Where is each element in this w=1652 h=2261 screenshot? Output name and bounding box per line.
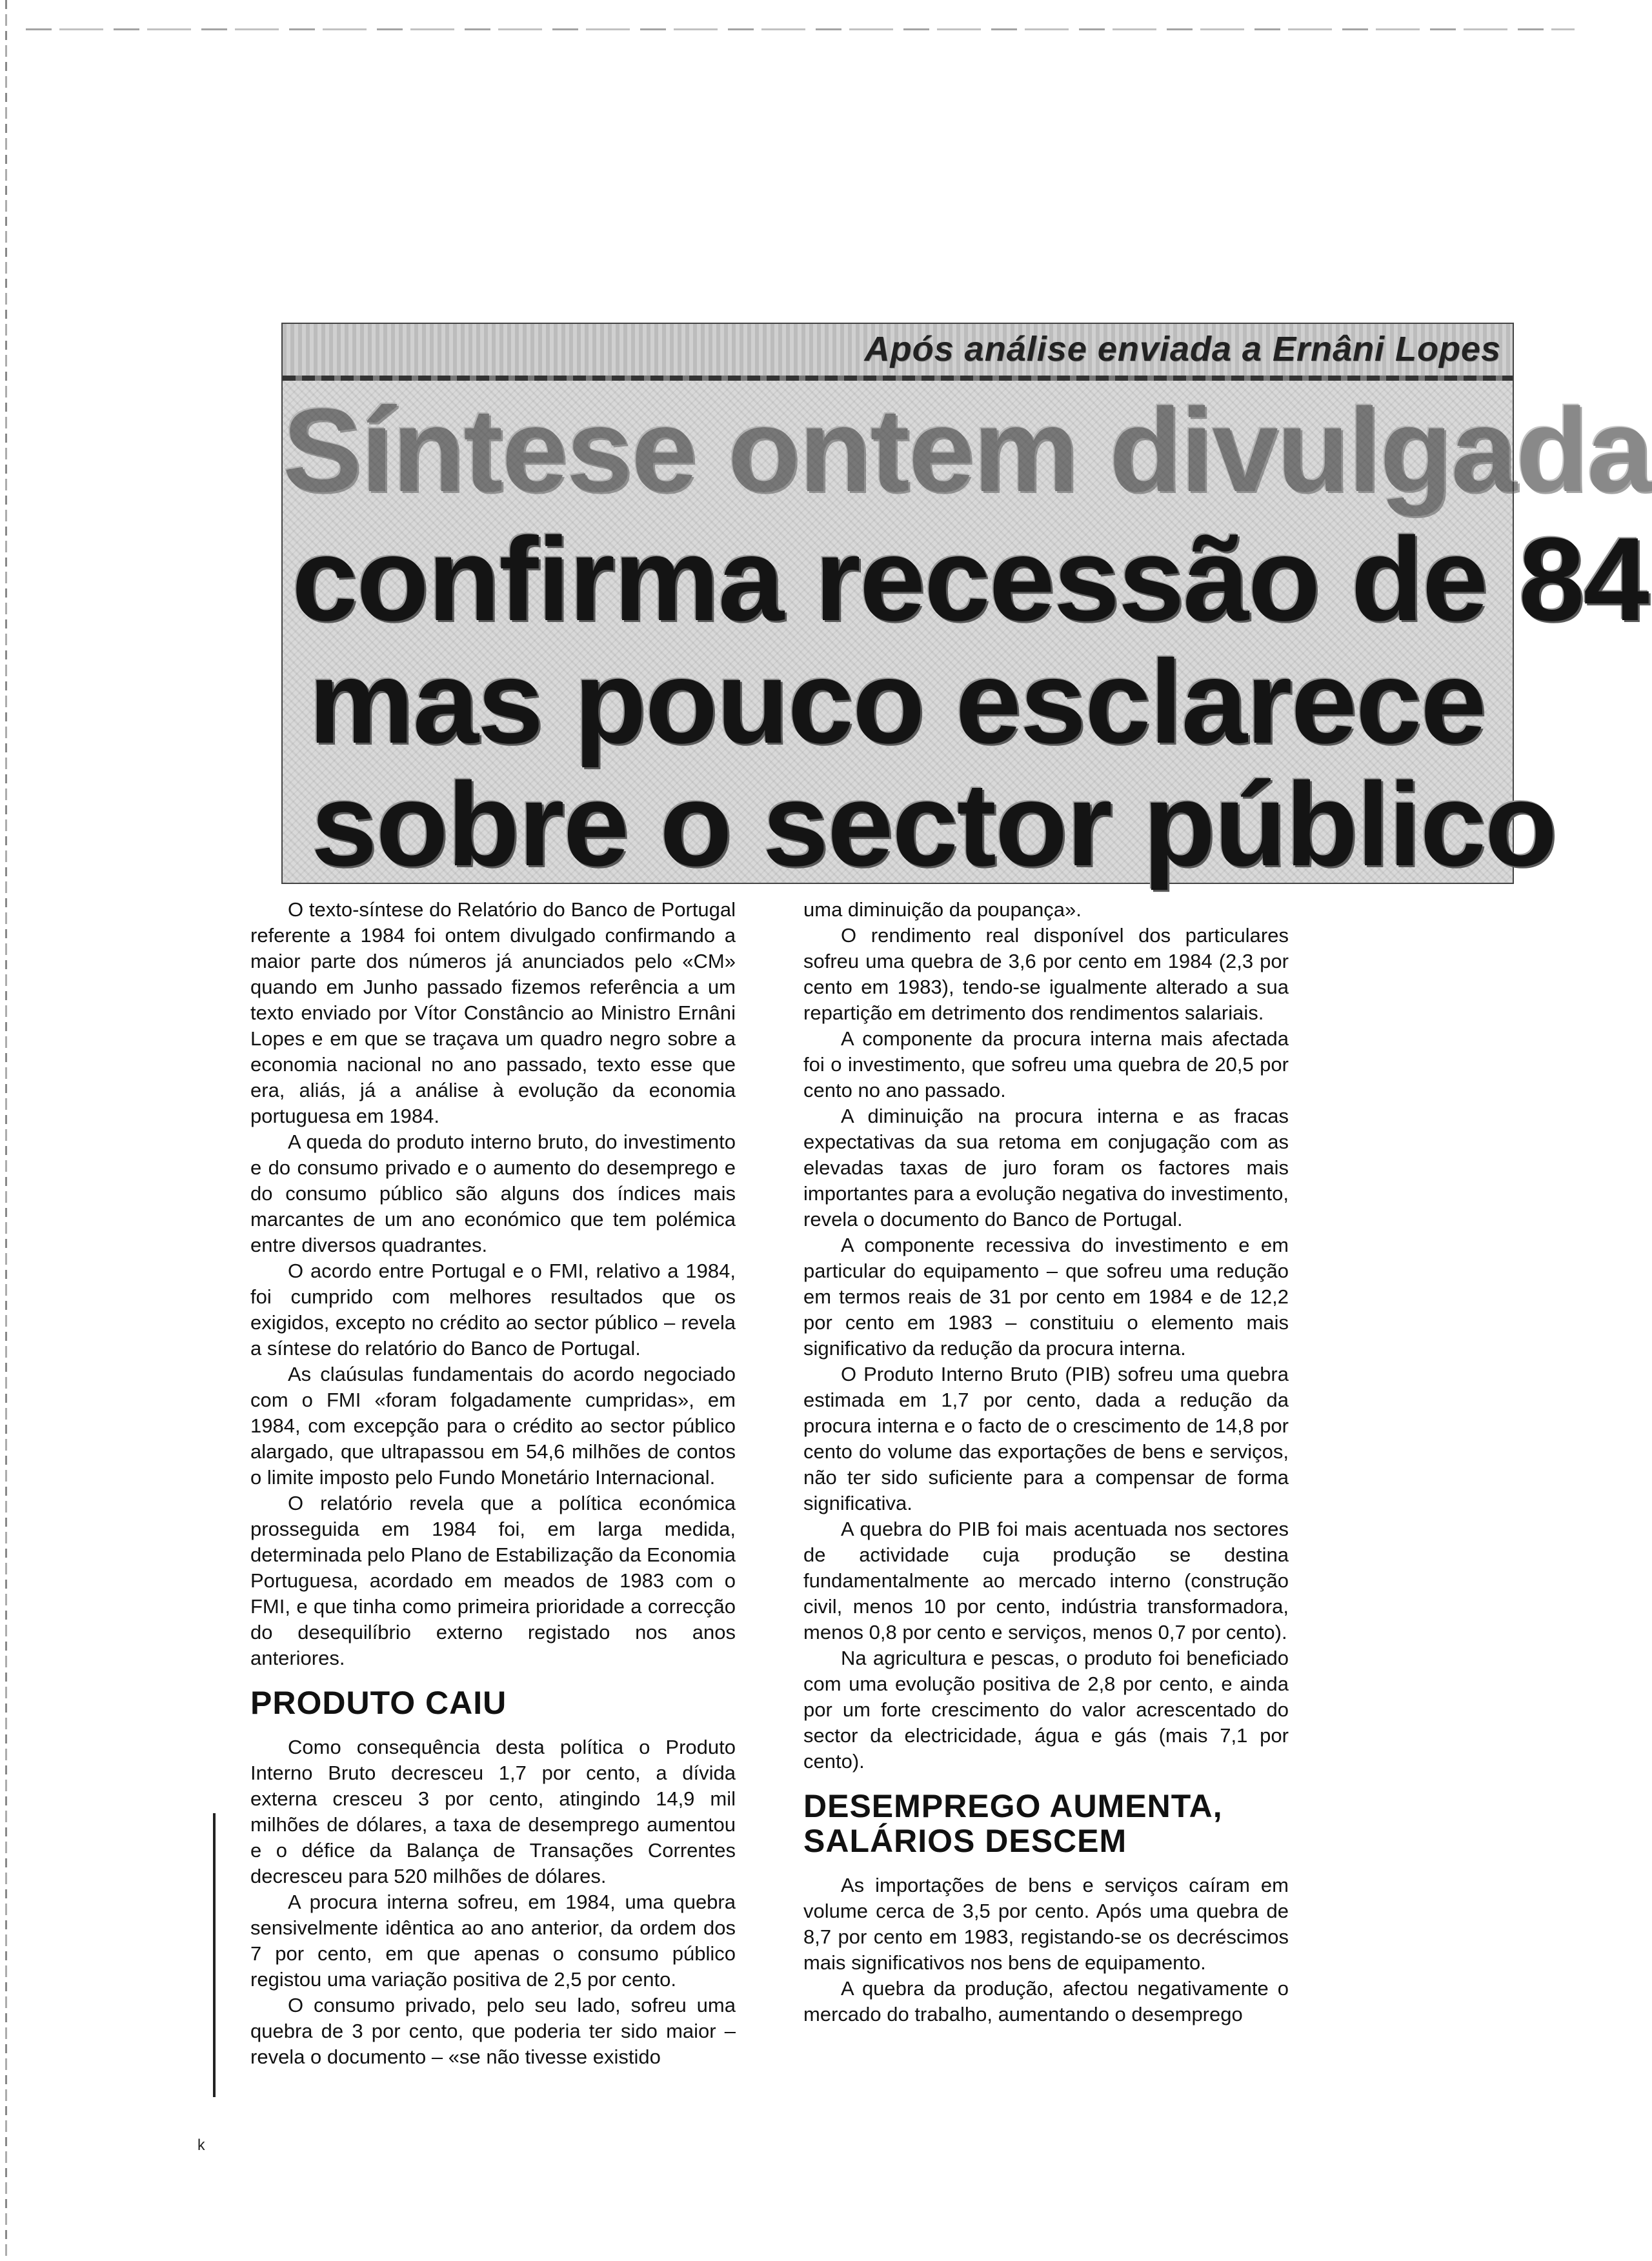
paragraph: A diminuição na procura interna e as fracas expectativas da sua retoma em conjugação com as elevadas taxas de juro foram os factores mais importantes para a evolução negativa do investimento, revela o documento do Banco de Portugal. bbox=[803, 1105, 1289, 1231]
corner-mark: ᵏ bbox=[197, 2136, 205, 2160]
margin-rule bbox=[213, 1813, 216, 2097]
paragraph: A procura interna sofreu, em 1984, uma quebra sensivelmente idêntica ao ano anterior, da ordem dos 7 por cento, em que apenas o consumo público registou uma variação positiva de 2,5 por cento. bbox=[250, 1891, 736, 1991]
paragraph: A queda do produto interno bruto, do investimento e do consumo privado e o aumento do desemprego e do consumo público são alguns dos índices mais marcantes de um ano económico que tem polémica entre diversos quadrantes. bbox=[250, 1130, 736, 1256]
section-heading bbox=[803, 1789, 1289, 1858]
paragraph: O Produto Interno Bruto (PIB) sofreu uma quebra estimada em 1,7 por cento, dada a redução da procura interna e o facto de o crescimento de 14,8 por cento do volume das exportações de bens e serviços, não ter sido suficiente para a compensar de forma significativa. bbox=[803, 1363, 1289, 1514]
headline-block bbox=[281, 323, 1652, 890]
paragraph: O relatório revela que a política económica prosseguida em 1984 foi, em larga medida, determinada pelo Plano de Estabilização da Economia Portuguesa, acordado em meados de 1983 com o FMI, e que tinha como primeira prioridade a correcção do desequilíbrio externo registado nos anos anteriores. bbox=[250, 1492, 736, 1669]
paragraph: A quebra do PIB foi mais acentuada nos sectores de actividade cuja produção se destina fundamentalmente ao mercado interno (construção civil, menos 10 por cento, indústria transformadora, menos 0,8 por cento e serviços, menos 0,7 por cento). bbox=[803, 1518, 1289, 1643]
headline-line-4: sobre o sector público bbox=[311, 758, 1556, 890]
paragraph: As importações de bens e serviços caíram em volume cerca de 3,5 por cento. Após uma quebra de 8,7 por cento em 1983, registando-se os decréscimos mais significativos nos bens de equipamento. bbox=[803, 1874, 1289, 1974]
section-heading-line-2: SALÁRIOS DESCEM bbox=[803, 1823, 1127, 1859]
paragraph: A quebra da produção, afectou negativamente o mercado do trabalho, aumentando o desemprego bbox=[803, 1977, 1289, 2025]
paragraph: Como consequência desta política o Produto Interno Bruto decresceu 1,7 por cento, a dívida externa cresceu 3 por cento, atingindo 14,9 mil milhões de dólares, a taxa de desemprego aumentou e o défice da Balança de Transações Correntes decresceu para 520 milhões de dólares. bbox=[250, 1736, 736, 1887]
article-column-left bbox=[250, 897, 736, 2070]
paragraph: As claúsulas fundamentais do acordo negociado com o FMI «foram folgadamente cumpridas», em 1984, com excepção para o crédito ao sector público alargado, que ultrapassou em 54,6 milhões de contos o limite imposto pelo Fundo Monetário Internacional. bbox=[250, 1363, 736, 1489]
paragraph: O rendimento real disponível dos particulares sofreu uma quebra de 3,6 por cento em 1984 (2,3 por cento em 1983), tendo-se igualmente alterado a sua repartição em detrimento dos rendimentos salariais. bbox=[803, 924, 1289, 1024]
section-heading: PRODUTO CAIU bbox=[250, 1685, 507, 1721]
paragraph: A componente da procura interna mais afectada foi o investimento, que sofreu uma quebra de 20,5 por cento no ano passado. bbox=[803, 1027, 1289, 1101]
kicker-bar bbox=[283, 324, 1513, 376]
headline-line-3: mas pouco esclarece bbox=[308, 635, 1486, 768]
scan-edge-left bbox=[5, 0, 7, 2261]
headline-line-2: confirma recessão de 84 bbox=[292, 512, 1648, 645]
section-heading-line-1: DESEMPREGO AUMENTA, bbox=[803, 1788, 1223, 1824]
headline-line-1: Síntese ontem divulgada bbox=[283, 383, 1652, 516]
paragraph: O consumo privado, pelo seu lado, sofreu uma quebra de 3 por cento, que poderia ter sido maior – revela o documento – «se não tivesse existido bbox=[250, 1994, 736, 2068]
paragraph-continued: uma diminuição da poupança». bbox=[803, 898, 1082, 921]
paragraph: A componente recessiva do investimento e em particular do equipamento – que sofreu uma redução em termos reais de 31 por cento em 1984 e de 12,2 por cento em 1983 – constituiu o elemento mais significativo da redução da procura interna. bbox=[803, 1234, 1289, 1360]
paragraph: O acordo entre Portugal e o FMI, relativo a 1984, foi cumprido com melhores resultados que os exigidos, excepto no crédito ao sector público – revela a síntese do relatório do Banco de Portugal. bbox=[250, 1260, 736, 1360]
kicker-rule bbox=[283, 376, 1513, 381]
paragraph: O texto-síntese do Relatório do Banco de Portugal referente a 1984 foi ontem divulgado confirmando a maior parte dos números já anunciados pelo «CM» quando em Junho passado fizemos referência a um texto enviado por Vítor Constâncio ao Ministro Ernâni Lopes e em que se traçava um quadro negro sobre a economia nacional no ano passado, texto esse que era, aliás, já a análise à evolução da economia portuguesa em 1984. bbox=[250, 898, 736, 1127]
paragraph: Na agricultura e pescas, o produto foi beneficiado com uma evolução positiva de 2,8 por cento, e ainda por um forte crescimento do valor acrescentado do sector da electricidade, água e gás (mais 7,1 por cento). bbox=[803, 1647, 1289, 1773]
article-column-right bbox=[803, 897, 1289, 2027]
headline-kicker: Após análise enviada a Ernâni Lopes bbox=[864, 330, 1501, 368]
scan-edge-top bbox=[26, 28, 1575, 30]
